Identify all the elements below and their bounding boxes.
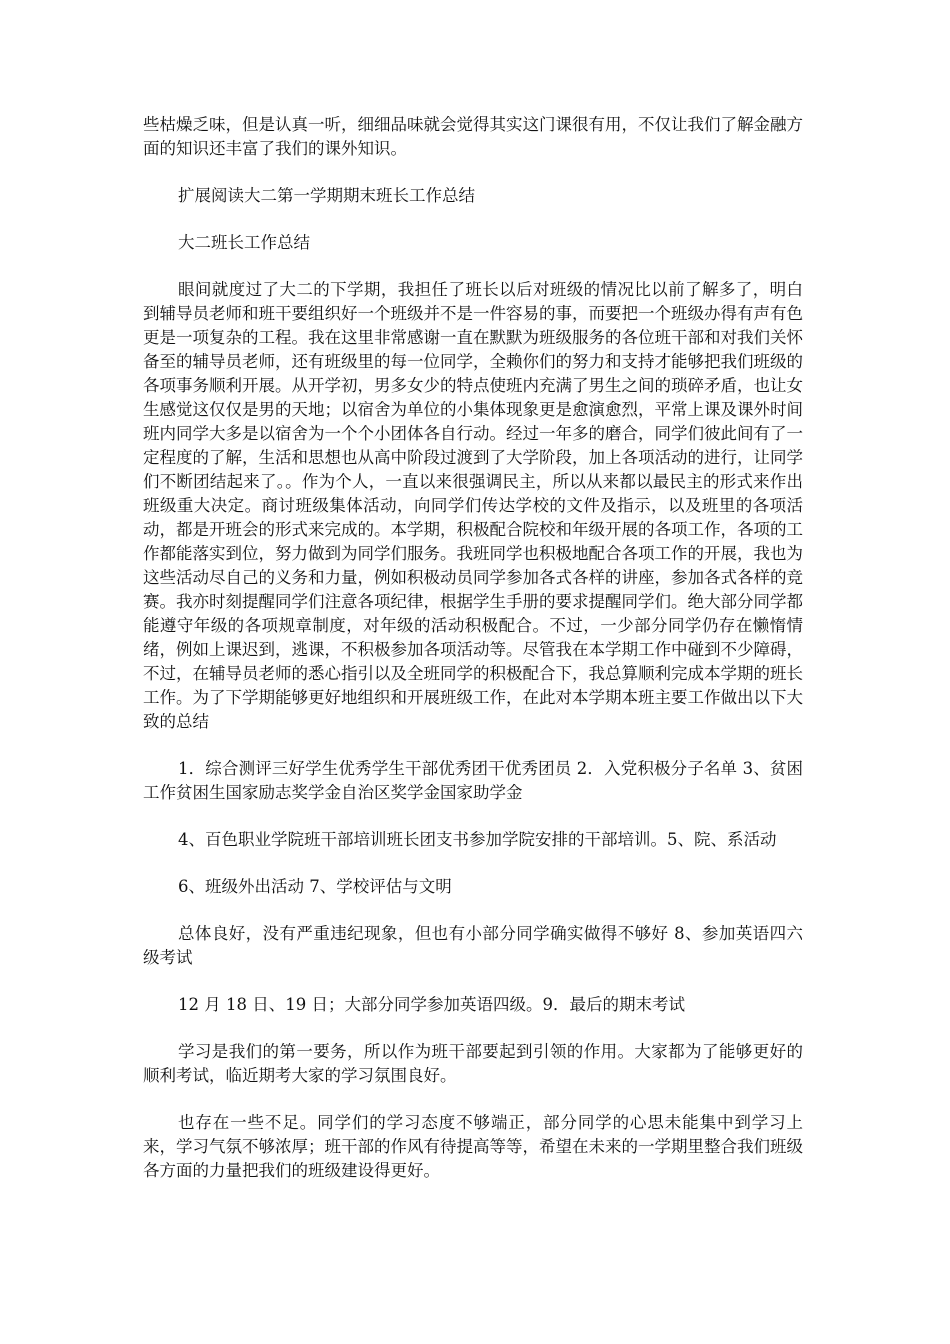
document-page bbox=[143, 113, 803, 1206]
paragraph-shortcomings: 也存在一些不足。同学们的学习态度不够端正，部分同学的心思未能集中到学习上来，学习气氛不够浓厚；班干部的作风有待提高等等，希望在未来的一学期里整合我们班级各方面的力量把我们的班级建设得更好。 bbox=[143, 1113, 803, 1180]
paragraph-list-items-2: 4、百色职业学院班干部培训班长团支书参加学院安排的干部培训。5、院、系活动 bbox=[178, 830, 777, 849]
section-title: 大二班长工作总结 bbox=[178, 233, 310, 252]
paragraph-study: 学习是我们的第一要务，所以作为班干部要起到引领的作用。大家都为了能够更好的顺利考试，临近期考大家的学习氛围良好。 bbox=[143, 1042, 803, 1085]
extended-reading-title: 扩展阅读大二第一学期期末班长工作总结 bbox=[178, 186, 475, 205]
paragraph-continuation: 些枯燥乏味，但是认真一听，细细品味就会觉得其实这门课很有用，不仅让我们了解金融方面的知识还丰富了我们的课外知识。 bbox=[143, 115, 803, 158]
paragraph-list-items-3: 6、班级外出活动 7、学校评估与文明 bbox=[178, 877, 452, 896]
paragraph-exam-dates: 12 月 18 日、19 日；大部分同学参加英语四级。9．最后的期末考试 bbox=[178, 995, 685, 1014]
paragraph-list-items-1: 1．综合测评三好学生优秀学生干部优秀团干优秀团员 2．入党积极分子名单 3、贫困工作贫困生国家励志奖学金自治区奖学金国家助学金 bbox=[143, 759, 803, 802]
paragraph-main-summary: 眼间就度过了大二的下学期，我担任了班长以后对班级的情况比以前了解多了，明白到辅导员老师和班干要组织好一个班级并不是一件容易的事，而要把一个班级办得有声有色更是一项复杂的工程。我在这里非常感谢一直在默默为班级服务的各位班干部和对我们关怀备至的辅导员老师，还有班级里的每一位同学，全赖你们的努力和支持才能够把我们班级的各项事务顺利开展。从开学初，男多女少的特点使班内充满了男生之间的琐碎矛盾，也让女生感觉这仅仅是男的天地；以宿舍为单位的小集体现象更是愈演愈烈，平常上课及课外时间班内同学大多是以宿舍为一个个小团体各自行动。经过一年多的磨合，同学们彼此间有了一定程度的了解，生活和思想也从高中阶段过渡到了大学阶段，加上各项活动的进行，让同学们不断团结起来了。。作为个人，一直以来很强调民主，所以从来都以最民主的形式来作出班级重大决定。商讨班级集体活动，向同学们传达学校的文件及指示，以及班里的各项活动，都是开班会的形式来完成的。本学期，积极配合院校和年级开展的各项工作，各项的工作都能落实到位，努力做到为同学们服务。我班同学也积极地配合各项工作的开展，我也为这些活动尽自己的义务和力量，例如积极动员同学参加各式各样的讲座，参加各式各样的竞赛。我亦时刻提醒同学们注意各项纪律，根据学生手册的要求提醒同学们。绝大部分同学都能遵守年级的各项规章制度，对年级的活动积极配合。不过，一少部分同学仍存在懒惰情绪，例如上课迟到，逃课，不积极参加各项活动等。尽管我在本学期工作中碰到不少障碍，不过，在辅导员老师的悉心指引以及全班同学的积极配合下，我总算顺利完成本学期的班长工作。为了下学期能够更好地组织和开展班级工作，在此对本学期本班主要工作做出以下大致的总结 bbox=[143, 280, 803, 731]
paragraph-overall: 总体良好，没有严重违纪现象，但也有小部分同学确实做得不够好 8、参加英语四六级考试 bbox=[143, 924, 803, 967]
